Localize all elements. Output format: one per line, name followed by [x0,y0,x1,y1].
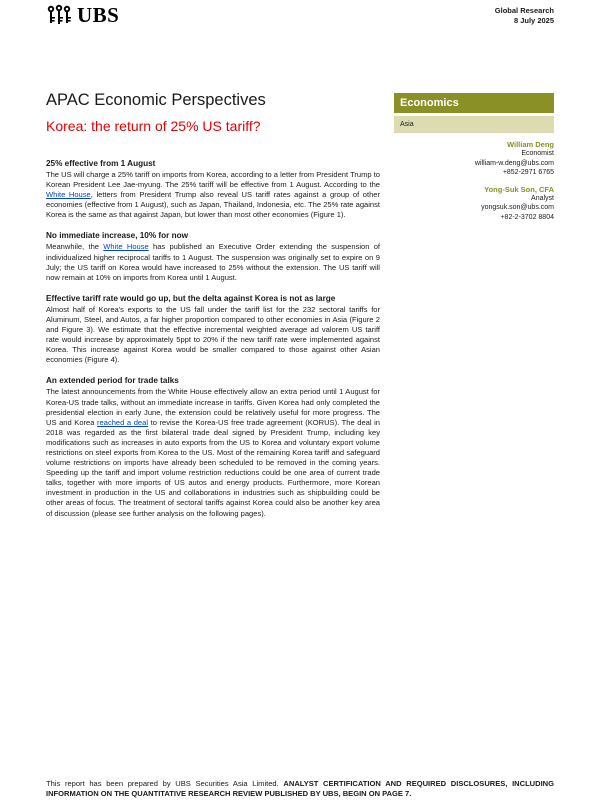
analyst-name: Yong-Suk Son, CFA [484,184,554,194]
section-heading: 25% effective from 1 August [46,159,156,168]
section-paragraph: Meanwhile, the White House has published an Executive Order extending the suspension of individualized higher reciprocal tariffs to 1 August. The suspension was originally set to expire on 9 July; the US tariff on Korea would have increased to 25% without the extension. The US tariff will now remain at 10% on imports from Korea until 1 August. [46,242,381,282]
analyst-email[interactable]: william-w.deng@ubs.com [474,159,554,167]
brand-name: UBS [77,3,120,27]
page-title: APAC Economic Perspectives [46,91,266,109]
white-house-link[interactable]: White House [46,190,91,200]
report-meta [495,6,554,25]
page-subtitle: Korea: the return of 25% US tariff? [46,118,261,134]
analyst-email[interactable]: yongsuk.son@ubs.com [481,204,554,212]
ubs-logo [46,4,119,26]
ubs-keys-icon [46,4,72,26]
footer-text: This report has been prepared by UBS Securities Asia Limited. [46,779,284,788]
analyst-name: William Deng [506,140,554,149]
research-label: Global Research [494,6,554,15]
section-paragraph: The latest announcements from the White House effectively allow an extra period until 1 August for Korea-US trade talks, without an immediate increase in tariffs. Given Korea had only completed the presidential election in early June, the extension could be relatively useful for more progress. The US and Korea reached a deal to revise the Korea-US free trade agreement (KORUS). The deal in 2018 was regarded as the first bilateral trade deal signed by President Trump, including key modifications such as increases in auto exports from the US to Korea and voluntary export volume restrictions on steel exports from Korea to the US. Most of the remaining Korea tariff and safeguard volume restrictions on imports have already been scheduled to be removed in the coming years. Speeding up the tariff and import volume restriction reductions could be one area of current trade talks, together with more imports of US autos and energy products. Furthermore, more Korean investment in production in the US and collaborations in industries such as shipbuilding could be other areas of focus. The treatment of sectoral tariffs against Korea could also be another key area of discussion (please see further analysis on the following pages). [46,387,381,518]
category-badge: Economics [394,93,554,113]
report-body [46,158,380,529]
disclosure-footer [46,779,554,799]
analyst-role: Economist [521,150,554,158]
analyst-phone: +852-2971 6765 [502,169,554,177]
section-heading: Effective tariff rate would go up, but the delta against Korea is not as large [46,293,336,303]
section-paragraph: The US will charge a 25% tariff on imports from Korea, according to a letter from President Trump to Korean President Lee Jae-myung. The 25% tariff will be effective from 1 August. According to the White House, letters from President Trump also reveal US tariff rates against a group of other economies (effective from 1 August), such as Japan, Thailand, Indonesia, etc. The 25% rate against Korea is the same as that against Japan, but lower than most other economies (Figure 1). [46,170,380,220]
footer-disclosure: ANALYST CERTIFICATION AND REQUIRED DISCLOSURES, INCLUDING INFORMATION ON THE QUANTITATIVE RESEARCH REVIEW PUBLISHED BY UBS, BEGIN ON PAGE 7. [46,779,554,798]
report-date: 8 July 2025 [513,15,554,25]
white-house-link[interactable]: White House [103,242,149,252]
section-heading: An extended period for trade talks [46,376,179,386]
analyst-phone: +82-2-3702 8804 [500,213,554,221]
analyst-list [475,140,554,222]
analyst-role: Analyst [531,195,554,203]
section-heading: No immediate increase, 10% for now [46,231,188,241]
reached-a-deal-link[interactable]: reached a deal [97,417,149,427]
section-paragraph: Almost half of Korea's exports to the US fall under the tariff list for the 232 sectoral tariffs for Aluminum, Steel, and Autos, a far higher proportion compared to other economies in Asia (Figure 2 and Figure 3). We estimate that the effective incremental weighted average ad valorem US tariff rate would increase by approximately 5ppt to 20% if the new tariff rate were implemented against Korea. This increase against Korea would be smaller compared to those against other Asian economies (Figure 4). [46,304,380,365]
analyst-spacer [475,178,554,185]
region-label: Asia [394,116,554,133]
